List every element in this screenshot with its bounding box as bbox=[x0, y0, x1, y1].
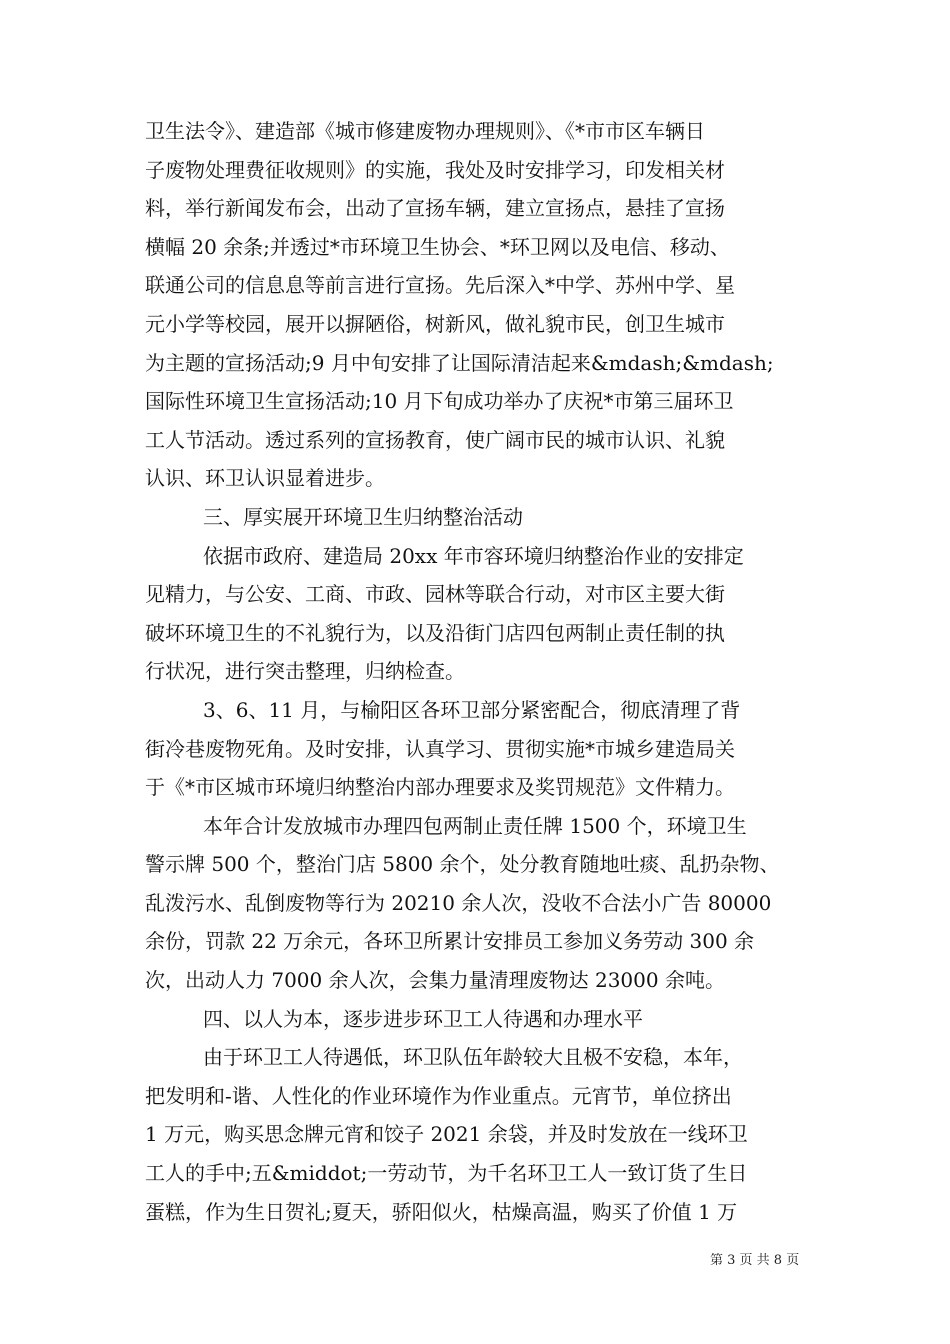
text-line: 见精力，与公安、工商、市政、园林等联合行动，对市区主要大街 bbox=[145, 582, 725, 607]
text-line: 警示牌 500 个，整治门店 5800 余个，处分教育随地吐痰、乱扔杂物、 bbox=[145, 852, 780, 877]
text-line: 把发明和-谐、人性化的作业环境作为作业重点。元宵节，单位挤出 bbox=[145, 1083, 732, 1108]
page-number: 第 3 页 共 8 页 bbox=[710, 1253, 800, 1268]
text-line: 国际性环境卫生宣扬活动;10 月下旬成功举办了庆祝*市第三届环卫 bbox=[145, 389, 734, 414]
text-line: 蛋糕，作为生日贺礼;夏天，骄阳似火，枯燥高温，购买了价值 1 万 bbox=[145, 1199, 738, 1224]
text-line: 街冷巷废物死角。及时安排，认真学习、贯彻实施*市城乡建造局关 bbox=[145, 736, 735, 761]
text-line: 破坏环境卫生的不礼貌行为，以及沿街门店四包两制止责任制的执 bbox=[145, 620, 725, 645]
text-line: 横幅 20 余条;并透过*市环境卫生协会、*环卫网以及电信、移动、 bbox=[145, 234, 730, 259]
text-line: 料，举行新闻发布会，出动了宣扬车辆，建立宣扬点，悬挂了宣扬 bbox=[145, 196, 725, 221]
text-line: 三、厚实展开环境卫生归纳整治活动 bbox=[203, 504, 523, 529]
text-line: 次，出动人力 7000 余人次，会集力量清理废物达 23000 余吨。 bbox=[145, 968, 725, 993]
text-line: 元小学等校园，展开以摒陋俗，树新风，做礼貌市民，创卫生城市 bbox=[145, 311, 725, 336]
text-line: 工人的手中;五&middot;一劳动节，为千名环卫工人一致订货了生日 bbox=[145, 1161, 748, 1186]
text-line: 余份，罚款 22 万余元，各环卫所累计安排员工参加义务劳动 300 余 bbox=[145, 929, 755, 954]
text-line: 依据市政府、建造局 20xx 年市容环境归纳整治作业的安排定 bbox=[203, 543, 744, 568]
text-line: 行状况，进行突击整理，归纳检查。 bbox=[145, 659, 465, 684]
text-line: 联通公司的信息息等前言进行宣扬。先后深入*中学、苏州中学、星 bbox=[145, 273, 735, 298]
document-body bbox=[145, 112, 835, 1231]
text-line: 乱泼污水、乱倒废物等行为 20210 余人次，没收不合法小广告 80000 bbox=[145, 890, 772, 915]
text-line: 工人节活动。透过系列的宣扬教育，使广阔市民的城市认识、礼貌 bbox=[145, 427, 725, 452]
text-line: 卫生法令》、建造部《城市修建废物办理规则》、《*市市区车辆日 bbox=[145, 119, 705, 143]
text-line: 由于环卫工人待遇低，环卫队伍年龄较大且极不安稳，本年， bbox=[203, 1045, 743, 1070]
text-line: 子废物处理费征收规则》的实施，我处及时安排学习，印发相关材 bbox=[145, 157, 725, 182]
text-line: 1 万元，购买思念牌元宵和饺子 2021 余袋，并及时发放在一线环卫 bbox=[145, 1122, 748, 1147]
text-line: 本年合计发放城市办理四包两制止责任牌 1500 个，环境卫生 bbox=[203, 813, 747, 838]
text-line: 3、6、11 月，与榆阳区各环卫部分紧密配合，彻底清理了背 bbox=[203, 697, 741, 722]
text-line: 四、以人为本，逐步进步环卫工人待遇和办理水平 bbox=[203, 1006, 643, 1031]
text-line: 于《*市区城市环境归纳整治内部办理要求及奖罚规范》文件精力。 bbox=[145, 775, 735, 800]
text-line: 认识、环卫认识显着进步。 bbox=[145, 466, 385, 491]
text-line: 为主题的宣扬活动;9 月中旬安排了让国际清洁起来&mdash;&mdash; bbox=[145, 350, 774, 375]
